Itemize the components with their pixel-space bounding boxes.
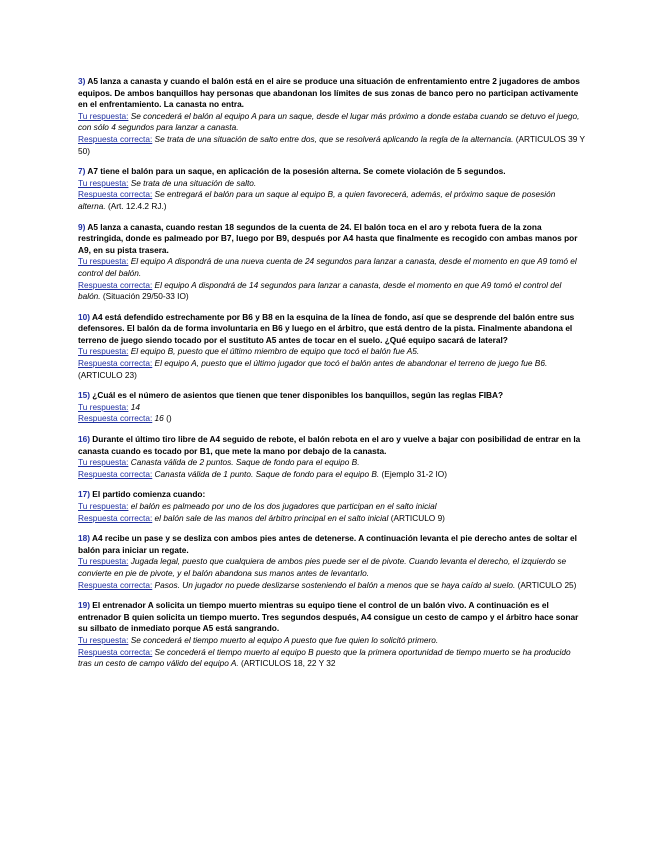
question-statement: El partido comienza cuando:: [90, 489, 206, 500]
correct-answer-text: Se entregará el balón para un saque al equipo B, a quien favorecerá, además, el próximo saque de posesión alterna.: [78, 189, 556, 211]
question-number: 16): [78, 434, 90, 445]
rule-reference: (): [163, 413, 172, 424]
question-statement: A5 lanza a canasta y cuando el balón está en el aire se produce una situación de enfrentamiento entre 2 jugadores de ambos equipos. De ambos banquillos hay personas que abandonan los límites de sus zonas de banco pero no participan activamente en el enfrentamiento. La canasta no entra.: [78, 76, 580, 110]
question-number: 18): [78, 533, 90, 544]
question-number: 17): [78, 489, 90, 500]
question-statement: Durante el último tiro libre de A4 seguido de rebote, el balón rebota en el aro y vuelve a bajar con posibilidad de entrar en la canasta cuando es tocado por B1, que mete la mano por debajo de la canasta.: [78, 434, 581, 456]
correct-answer-text: el balón sale de las manos del árbitro principal en el salto inicial: [152, 512, 389, 523]
your-answer-label[interactable]: Tu respuesta:: [78, 401, 129, 412]
question-number: 15): [78, 390, 90, 401]
user-answer: [78, 346, 585, 358]
question-block: [78, 222, 585, 303]
question-block: [78, 434, 585, 480]
question-number: 10): [78, 311, 90, 322]
question-number: 7): [78, 166, 86, 177]
question-text: [78, 312, 585, 347]
question-text: [78, 222, 585, 257]
correct-answer-label[interactable]: Respuesta correcta:: [78, 279, 153, 290]
user-answer: [78, 178, 585, 190]
rule-reference: (ARTICULOS 18, 22 Y 32: [238, 658, 336, 669]
question-text: [78, 166, 585, 178]
user-answer: [78, 457, 585, 469]
your-answer-label[interactable]: Tu respuesta:: [78, 457, 129, 468]
rule-reference: (ARTICULO 25): [515, 579, 577, 590]
rule-reference: (Art. 12.4.2 RJ.): [105, 200, 167, 211]
rule-reference: (ARTICULO 9): [388, 512, 445, 523]
question-statement: A4 recibe un pase y se desliza con ambos pies antes de detenerse. A continuación levanta el pie derecho antes de soltar el balón para iniciar un regate.: [78, 533, 577, 555]
correct-answer-label[interactable]: Respuesta correcta:: [78, 468, 153, 479]
correct-answer: [78, 469, 585, 481]
correct-answer-text: Pasos. Un jugador no puede deslizarse sosteniendo el balón a menos que se haya caído al suelo.: [152, 579, 516, 590]
correct-answer: [78, 647, 585, 670]
correct-answer: [78, 189, 585, 212]
question-block: [78, 312, 585, 382]
correct-answer: [78, 580, 585, 592]
your-answer-text: el balón es palmeado por uno de los dos jugadores que participan en el salto inicial: [128, 501, 437, 511]
question-block: [78, 600, 585, 670]
user-answer: [78, 256, 585, 279]
rule-reference: (Ejemplo 31-2 IO): [379, 468, 447, 479]
correct-answer: [78, 513, 585, 525]
question-statement: A4 está defendido estrechamente por B6 y B8 en la esquina de la línea de fondo, así que se desprende del balón entre sus defensores. El balón da de forma involuntaria en B6 y luego en el árbitro, que está dentro de la pista. Finalmente abandona el terreno de juego siendo tocado por el sustituto A5 antes de tocar en el suelo. ¿Qué equipo sacará de lateral?: [78, 311, 575, 345]
correct-answer: [78, 280, 585, 303]
question-text: [78, 390, 585, 402]
question-statement: A7 tiene el balón para un saque, en aplicación de la posesión alterna. Se comete violación de 5 segundos.: [85, 166, 506, 177]
your-answer-label[interactable]: Tu respuesta:: [78, 346, 129, 357]
your-answer-text: 14: [128, 401, 140, 412]
your-answer-text: Se concederá el balón al equipo A para un saque, desde el lugar más próximo a donde estaba cuando se detuvo el juego, con sólo 4 segundos para lanzar a canasta.: [78, 110, 580, 133]
question-text: [78, 533, 585, 556]
question-statement: El entrenador A solicita un tiempo muerto mientras su equipo tiene el control de un balón vivo. A continuación es el entrenador B quien solicita un tiempo muerto. Tres segundos después, A4 consigue un cesto de campo y el árbitro hace sonar su silbato de inmediato porque A5 está sangrando.: [78, 600, 579, 634]
correct-answer-label[interactable]: Respuesta correcta:: [78, 579, 153, 590]
your-answer-label[interactable]: Tu respuesta:: [78, 256, 129, 267]
your-answer-text: Se concederá el tiempo muerto al equipo A puesto que fue quien lo solicitó primero.: [128, 634, 439, 645]
user-answer: [78, 111, 585, 134]
question-statement: A5 lanza a canasta, cuando restan 18 segundos de la cuenta de 24. El balón toca en el aro y rebota fuera de la zona restringida, donde es palmeado por B7, luego por B9, después por A4 hasta que finalmente es recogido con ambas manos por A9, en su pista trasera.: [78, 221, 578, 255]
correct-answer-text: Se concederá el tiempo muerto al equipo B puesto que la primera oportunidad de tiempo muerto se ha producido tras un cesto de campo válido del equipo A.: [78, 646, 571, 669]
question-text: [78, 600, 585, 635]
user-answer: [78, 556, 585, 579]
correct-answer-label[interactable]: Respuesta correcta:: [78, 512, 153, 523]
your-answer-label[interactable]: Tu respuesta:: [78, 110, 129, 121]
correct-answer-label[interactable]: Respuesta correcta:: [78, 133, 153, 144]
question-text: [78, 434, 585, 457]
correct-answer-text: El equipo A, puesto que el último jugador que tocó el balón antes de abandonar el terreno de juego fue B6.: [152, 358, 548, 369]
user-answer: [78, 501, 585, 513]
your-answer-text: El equipo A dispondrá de una nueva cuenta de 24 segundos para lanzar a canasta, desde el momento en que A9 tomó el control del balón.: [78, 256, 577, 278]
correct-answer-text: Se trata de una situación de salto entre dos, que se resolverá aplicando la regla de la alternancia.: [152, 133, 514, 144]
correct-answer: [78, 134, 585, 157]
correct-answer-text: 16: [152, 413, 164, 424]
your-answer-text: El equipo B, puesto que el último miembro de equipo que tocó el balón fue A5.: [128, 346, 420, 357]
question-number: 19): [78, 600, 90, 611]
correct-answer-text: El equipo A dispondrá de 14 segundos para lanzar a canasta, desde el momento en que A9 tomó el control del balón.: [78, 279, 562, 302]
correct-answer-label[interactable]: Respuesta correcta:: [78, 358, 153, 369]
your-answer-label[interactable]: Tu respuesta:: [78, 501, 129, 511]
your-answer-label[interactable]: Tu respuesta:: [78, 177, 129, 188]
user-answer: [78, 402, 585, 414]
your-answer-text: Jugada legal, puesto que cualquiera de ambos pies puede ser el de pivote. Cuando levanta el derecho, el izquierdo se convierte en pie de pivote, y el balón abandona sus manos antes de levantarlo.: [78, 556, 567, 578]
question-block: [78, 166, 585, 212]
question-block: [78, 390, 585, 425]
rule-reference: (ARTICULOS 39 Y 50): [78, 133, 585, 156]
question-block: [78, 76, 585, 157]
question-text: [78, 489, 585, 501]
correct-answer-label[interactable]: Respuesta correcta:: [78, 646, 153, 657]
your-answer-label[interactable]: Tu respuesta:: [78, 634, 129, 645]
rule-reference: (ARTICULO 23): [78, 369, 137, 380]
correct-answer: [78, 413, 585, 425]
correct-answer-label[interactable]: Respuesta correcta:: [78, 189, 153, 200]
your-answer-text: Se trata de una situación de salto.: [128, 177, 257, 188]
correct-answer-text: Canasta válida de 1 punto. Saque de fondo para el equipo B.: [152, 468, 380, 479]
user-answer: [78, 635, 585, 647]
your-answer-text: Canasta válida de 2 puntos. Saque de fondo para el equipo B.: [128, 457, 360, 468]
question-block: [78, 533, 585, 591]
your-answer-label[interactable]: Tu respuesta:: [78, 556, 129, 567]
correct-answer: [78, 358, 585, 381]
question-statement: ¿Cuál es el número de asientos que tienen que tener disponibles los banquillos, según las reglas FIBA?: [90, 390, 504, 401]
question-text: [78, 76, 585, 111]
question-number: 9): [78, 221, 86, 232]
correct-answer-label[interactable]: Respuesta correcta:: [78, 413, 153, 424]
question-block: [78, 489, 585, 524]
rule-reference: (Situación 29/50-33 IO): [100, 291, 189, 302]
question-number: 3): [78, 76, 86, 86]
